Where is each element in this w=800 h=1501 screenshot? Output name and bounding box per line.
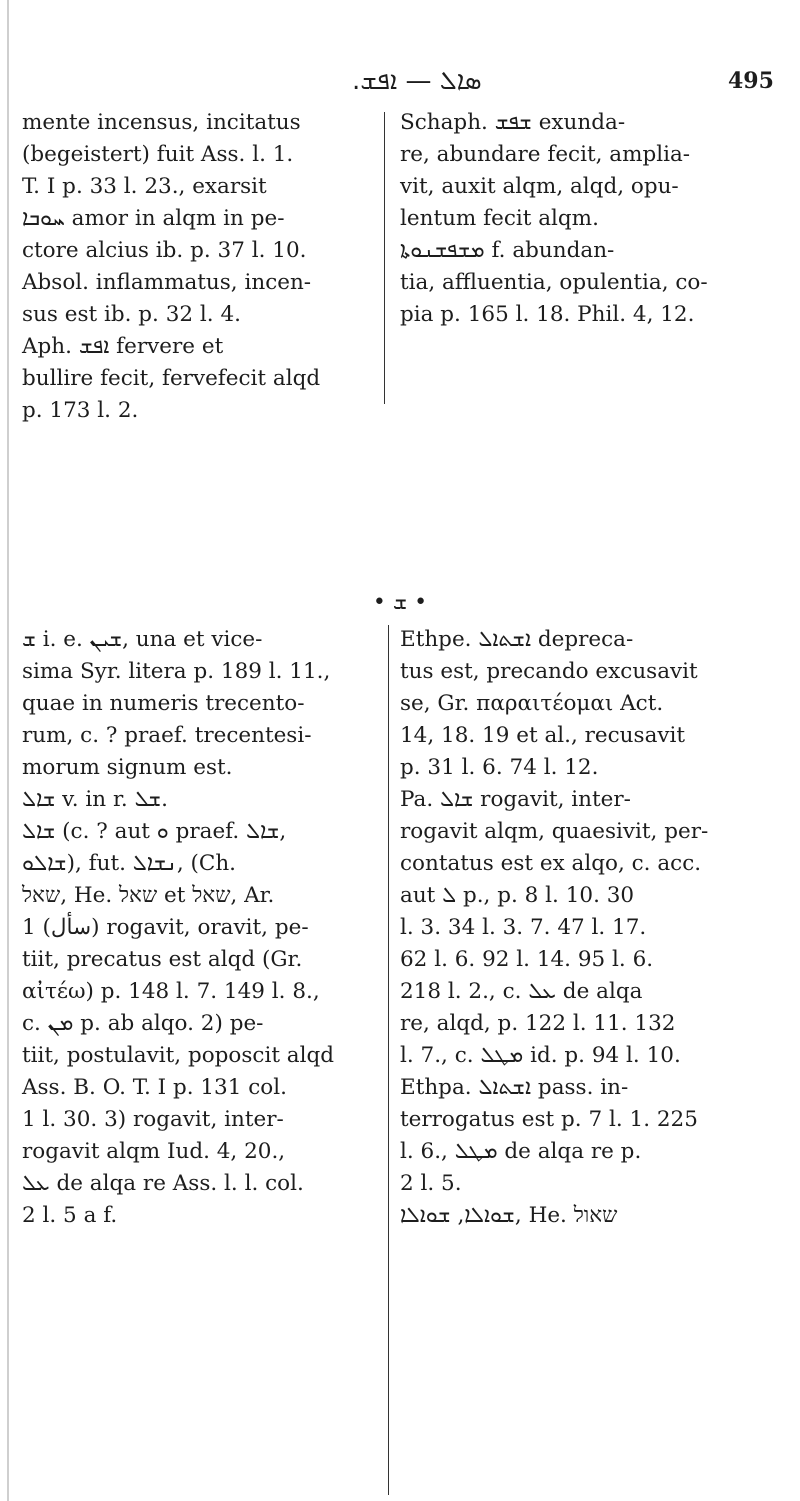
text-line: Pa. ܫܐܠ rogavit, inter- [400, 787, 631, 812]
text-line: tus est, precando excusavit [400, 659, 698, 684]
page-edge-line [7, 0, 9, 1501]
text-line: αἰτέω) p. 148 l. 7. 149 l. 8., [22, 979, 320, 1004]
text-line: l. 3. 34 l. 3. 7. 47 l. 17. [400, 915, 647, 940]
text-line: contatus est ex alqo, c. acc. [400, 851, 702, 876]
text-line: c. ܡܢ p. ab alqo. 2) pe- [22, 1011, 264, 1036]
text-line: aut ܠ p., p. 8 l. 10. 30 [400, 883, 635, 908]
top-right-column [400, 108, 785, 332]
text-line: 62 l. 6. 92 l. 14. 95 l. 6. [400, 947, 654, 972]
letter-section-divider: • ܫ • [372, 590, 428, 615]
text-line: ܚܘܒܐ amor in alqm in pe- [22, 206, 285, 231]
text-line: tiit, precatus est alqd (Gr. [22, 947, 303, 972]
text-line: re, abundare fecit, amplia- [400, 142, 691, 167]
text-line: quae in numeris trecento- [22, 691, 305, 716]
page-number: 495 [728, 68, 774, 94]
text-line: ܫܘܐܠܐ, ܫܘܐܠܐ, He. שאול [400, 1203, 618, 1228]
text-line: p. 173 l. 2. [22, 398, 139, 423]
text-line: 1 l. 30. 3) rogavit, inter- [22, 1107, 284, 1132]
text-line: l. 7., c. ܡܛܠ id. p. 94 l. 10. [400, 1043, 681, 1068]
text-line: sus est ib. p. 32 l. 4. [22, 302, 241, 327]
column-rule-top [384, 112, 385, 404]
text-line: mente incensus, incitatus [22, 110, 301, 135]
running-headword: .ܣܐܠ — ܐܦܫ [352, 66, 482, 96]
text-line: morum signum est. [22, 755, 233, 780]
text-line: 2 l. 5 a f. [22, 1203, 118, 1228]
text-line: 2 l. 5. [400, 1171, 462, 1196]
text-line: ܫܐܠ (c. ? aut ܘ praef. ܫܐܠ, [22, 819, 287, 844]
text-line: Ass. B. O. T. I p. 131 col. [22, 1075, 287, 1100]
text-line: Absol. inflammatus, incen- [22, 270, 312, 295]
text-line: ܫܐܠ v. in r. ܫܠ. [22, 787, 168, 812]
text-line: 218 l. 2., c. ܥܠ de alqa [400, 979, 643, 1004]
page-header [0, 58, 800, 108]
text-line: שאל, He. שאל et שאל, Ar. [22, 883, 275, 908]
text-line: tiit, postulavit, poposcit alqd [22, 1043, 335, 1068]
text-line: 14, 18. 19 et al., recusavit [400, 723, 686, 748]
text-line: T. I p. 33 l. 23., exarsit [22, 174, 267, 199]
text-line: ctore alcius ib. p. 37 l. 10. [22, 238, 307, 263]
bottom-left-column [22, 625, 368, 1233]
text-line: bullire fecit, fervefecit alqd [22, 366, 321, 391]
text-line: ܫܐܠܘ), fut. ܢܫܐܠ, (Ch. [22, 851, 237, 876]
text-line: vit, auxit alqm, alqd, opu- [400, 174, 679, 199]
text-line: rum, c. ? praef. trecentesi- [22, 723, 312, 748]
text-line: re, alqd, p. 122 l. 11. 132 [400, 1011, 676, 1036]
text-line: ܡܫܦܫܢܘܬܐ f. abundan- [400, 238, 615, 263]
text-line: سأل) 1) rogavit, oravit, pe- [22, 915, 309, 940]
text-line: l. 6., ܡܛܠ de alqa re p. [400, 1139, 642, 1164]
text-line: ܥܠ de alqa re Ass. l. l. col. [22, 1171, 304, 1196]
text-line: ܫ i. e. ܫܝܢ, una et vice- [22, 627, 263, 652]
text-line: Aph. ܐܦܫ fervere et [22, 334, 224, 359]
text-line: Ethpa. ܐܫܬܐܠ pass. in- [400, 1075, 629, 1100]
text-line: p. 31 l. 6. 74 l. 12. [400, 755, 599, 780]
text-line: sima Syr. litera p. 189 l. 11., [22, 659, 331, 684]
text-line: pia p. 165 l. 18. Phil. 4, 12. [400, 302, 695, 327]
bottom-right-column [400, 625, 785, 1233]
text-line: rogavit alqm Iud. 4, 20., [22, 1139, 286, 1164]
text-line: lentum fecit alqm. [400, 206, 599, 231]
text-line: rogavit alqm, quaesivit, per- [400, 819, 709, 844]
column-rule-bottom [388, 625, 389, 1495]
text-line: (begeistert) fuit Ass. l. 1. [22, 142, 294, 167]
text-line: tia, affluentia, opulentia, co- [400, 270, 708, 295]
top-left-column [22, 108, 368, 428]
text-line: se, Gr. παραιτέομαι Act. [400, 691, 664, 716]
text-line: Schaph. ܫܦܫ exunda- [400, 110, 626, 135]
text-line: terrogatus est p. 7 l. 1. 225 [400, 1107, 698, 1132]
text-line: Ethpe. ܐܫܬܐܠ depreca- [400, 627, 634, 652]
